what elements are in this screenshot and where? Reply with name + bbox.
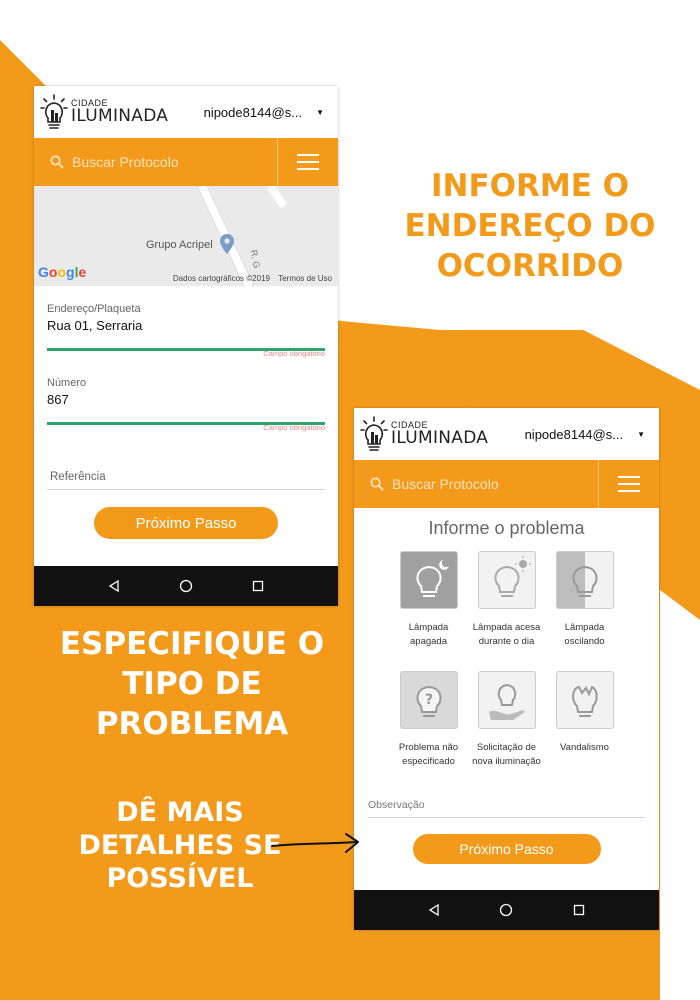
number-label: Número bbox=[47, 377, 87, 389]
bulb-flicker-icon bbox=[556, 551, 614, 609]
address-label: Endereço/Plaqueta bbox=[47, 303, 141, 315]
reference-field[interactable] bbox=[47, 471, 325, 490]
headline-details-line-1: DÊ MAIS bbox=[116, 797, 244, 828]
problem-option-day[interactable] bbox=[468, 551, 546, 667]
user-menu[interactable] bbox=[204, 105, 332, 120]
observation-field[interactable] bbox=[368, 799, 645, 818]
problem-option-flicker[interactable] bbox=[546, 551, 624, 667]
caret-down-icon: ▼ bbox=[316, 107, 324, 117]
bulb-request-icon bbox=[478, 671, 536, 729]
home-icon[interactable] bbox=[179, 579, 193, 593]
map[interactable] bbox=[34, 186, 338, 286]
logo bbox=[40, 94, 168, 130]
headline-details-line-2: DETALHES SE bbox=[78, 830, 282, 861]
phone-screen-problem bbox=[354, 408, 659, 930]
problem-label-vandalism: Vandalismo bbox=[560, 742, 609, 753]
menu-button[interactable] bbox=[278, 138, 338, 186]
arrow-icon bbox=[270, 830, 362, 858]
headline-address-line-3: OCORRIDO bbox=[436, 248, 624, 284]
search-icon bbox=[50, 155, 64, 169]
map-data-credit: Dados cartográficos ©2019 bbox=[172, 274, 270, 283]
menu-button-2[interactable] bbox=[599, 460, 659, 508]
number-field[interactable] bbox=[47, 377, 325, 432]
problem-grid bbox=[354, 551, 659, 787]
problem-label-flicker: Lâmpada oscilando bbox=[564, 622, 605, 647]
search-input[interactable] bbox=[72, 154, 272, 170]
user-menu-2[interactable] bbox=[525, 427, 653, 442]
problem-label-request: Solicitação de nova iluminação bbox=[472, 742, 541, 767]
app-header bbox=[34, 86, 338, 138]
next-step-button[interactable]: Próximo Passo bbox=[94, 507, 278, 539]
problem-option-vandalism[interactable] bbox=[546, 671, 624, 787]
google-logo: Google bbox=[38, 264, 87, 280]
hamburger-icon bbox=[618, 475, 640, 493]
headline-problem-type bbox=[34, 624, 350, 744]
search-area bbox=[34, 138, 278, 186]
android-nav-bar-2 bbox=[354, 890, 659, 930]
back-icon[interactable] bbox=[428, 904, 440, 916]
recents-icon[interactable] bbox=[573, 904, 585, 916]
logo-small-text: CIDADE bbox=[71, 98, 109, 108]
recents-icon[interactable] bbox=[252, 580, 264, 592]
problem-title: Informe o problema bbox=[428, 518, 585, 538]
bulb-day-icon bbox=[478, 551, 536, 609]
headline-address bbox=[380, 166, 680, 286]
map-road-label: R. G bbox=[248, 249, 262, 269]
observation-underline bbox=[368, 817, 645, 818]
logo-big-text-2: ILUMINADA bbox=[391, 428, 489, 448]
android-nav-bar bbox=[34, 566, 338, 606]
reference-placeholder[interactable]: Referência bbox=[50, 471, 106, 483]
bulb-broken-icon bbox=[556, 671, 614, 729]
back-icon[interactable] bbox=[108, 580, 120, 592]
search-input-2[interactable] bbox=[392, 476, 592, 492]
problem-option-unspecified[interactable] bbox=[390, 671, 468, 787]
headline-type-line-2: TIPO DE bbox=[122, 666, 262, 702]
number-required-note: Campo obrigatório bbox=[263, 423, 325, 432]
user-email: nipode8144@s... bbox=[203, 104, 303, 120]
home-icon[interactable] bbox=[499, 903, 513, 917]
search-bar-2 bbox=[354, 460, 659, 508]
headline-details bbox=[70, 796, 290, 895]
map-terms-link[interactable]: Termos de Uso bbox=[278, 274, 332, 283]
logo-2 bbox=[360, 416, 488, 452]
bulb-question-icon bbox=[400, 671, 458, 729]
user-email-2: nipode8144@s... bbox=[524, 426, 624, 442]
map-credits bbox=[167, 274, 332, 283]
logo-small-text-2: CIDADE bbox=[391, 420, 429, 430]
problem-option-off[interactable] bbox=[390, 551, 468, 667]
map-place-label: Grupo Acripel bbox=[146, 239, 213, 251]
observation-placeholder[interactable]: Observação bbox=[368, 799, 425, 811]
problem-label-unspecified: Problema não especificado bbox=[398, 742, 459, 767]
address-field[interactable] bbox=[47, 303, 325, 358]
headline-address-line-2: ENDEREÇO DO bbox=[404, 208, 656, 244]
caret-down-icon: ▼ bbox=[637, 429, 645, 439]
address-form bbox=[34, 303, 338, 539]
svg-text:?: ? bbox=[424, 692, 433, 708]
logo-big-text: ILUMINADA bbox=[71, 106, 169, 126]
reference-underline bbox=[47, 489, 325, 490]
hamburger-icon bbox=[297, 153, 319, 171]
phone-screen-address bbox=[34, 86, 338, 606]
search-icon bbox=[370, 477, 384, 491]
bulb-off-icon bbox=[400, 551, 458, 609]
lightbulb-logo-icon bbox=[40, 94, 68, 130]
number-value[interactable]: 867 bbox=[47, 392, 69, 407]
search-area-2 bbox=[354, 460, 599, 508]
search-bar bbox=[34, 138, 338, 186]
next-step-button-2[interactable]: Próximo Passo bbox=[413, 834, 601, 864]
headline-address-line-1: INFORME O bbox=[430, 168, 630, 204]
headline-type-line-1: ESPECIFIQUE O bbox=[59, 626, 325, 662]
address-required-note: Campo obrigatório bbox=[263, 349, 325, 358]
app-header-2 bbox=[354, 408, 659, 460]
headline-type-line-3: PROBLEMA bbox=[95, 706, 289, 742]
lightbulb-logo-icon bbox=[360, 416, 388, 452]
address-value[interactable]: Rua 01, Serraria bbox=[47, 318, 143, 333]
problem-option-request[interactable] bbox=[468, 671, 546, 787]
map-pin-icon[interactable] bbox=[220, 234, 234, 254]
problem-label-day: Lâmpada acesa durante o dia bbox=[472, 622, 541, 647]
problem-label-off: Lâmpada apagada bbox=[408, 622, 449, 647]
headline-details-line-3: POSSÍVEL bbox=[106, 863, 254, 894]
